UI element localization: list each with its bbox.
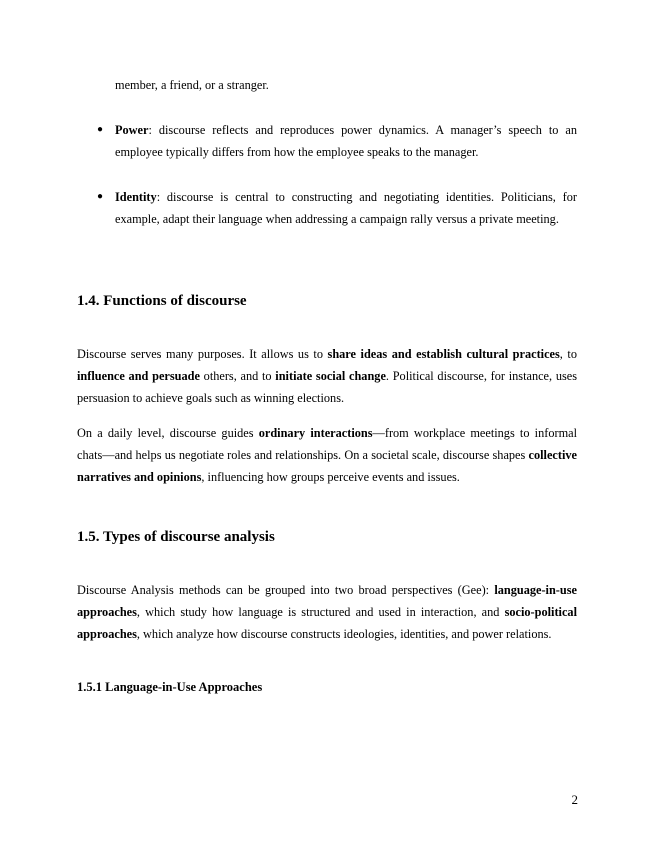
subsection-heading-language-in-use: 1.5.1 Language-in-Use Approaches	[77, 680, 263, 694]
paragraph-types-1: Discourse Analysis methods can be grouped into two broad perspectives (Gee): language-in-use approaches, which study how language is structured and used in interaction, and socio-political approaches, which analyze how discourse constructs ideologies, identities, and power relations.	[77, 583, 577, 641]
paragraph-functions-1: Discourse serves many purposes. It allows us to share ideas and establish cultural practices, to influence and persuade others, and to initiate social change. Political discourse, for instance, uses persuasion to achieve goals such as winning elections.	[77, 347, 577, 405]
bullet-text: : discourse is central to constructing and negotiating identities. Politicians, for example, adapt their language when addressing a campaign rally versus a private meeting.	[115, 190, 577, 226]
bullet-dot-icon: ●	[97, 124, 104, 135]
bullet-term: Identity	[115, 190, 157, 204]
paragraph-functions-2: On a daily level, discourse guides ordinary interactions—from workplace meetings to informal chats—and helps us negotiate roles and relationships. On a societal scale, discourse shapes collective narratives and opinions, influencing how groups perceive events and issues.	[77, 426, 578, 484]
bullet-term: Power	[115, 123, 149, 137]
section-heading-types: 1.5. Types of discourse analysis	[77, 529, 275, 545]
section-heading-functions: 1.4. Functions of discourse	[77, 293, 247, 309]
bullet-item-power	[115, 119, 577, 163]
continuation-text: member, a friend, or a stranger.	[115, 78, 269, 92]
bullet-dot-icon: ●	[97, 191, 104, 202]
bullet-text: : discourse reflects and reproduces power dynamics. A manager’s speech to an employee typically differs from how the employee speaks to the manager.	[115, 123, 577, 159]
bullet-item-identity	[115, 186, 577, 230]
page-number: 2	[571, 792, 578, 807]
